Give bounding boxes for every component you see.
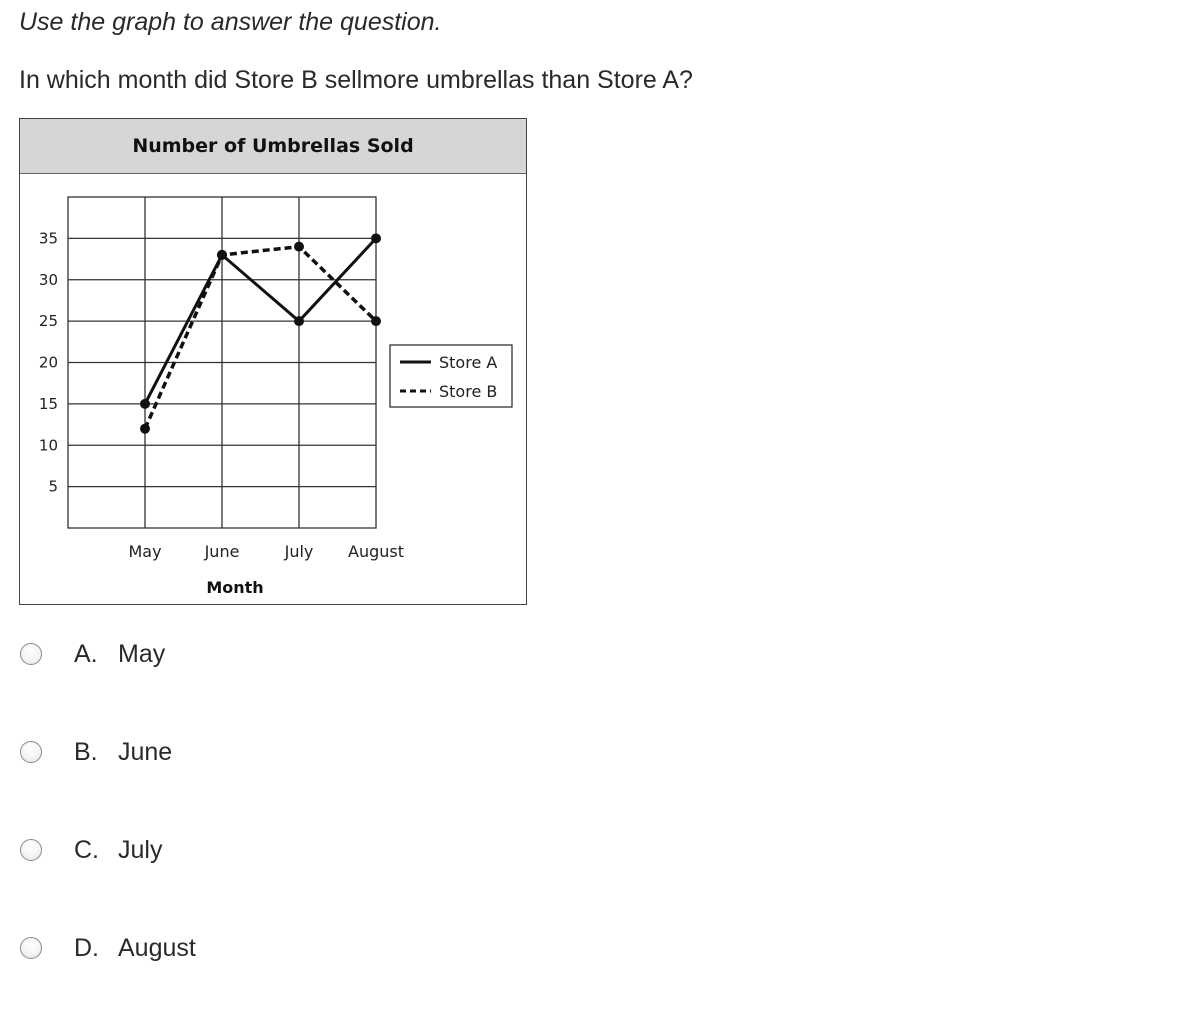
choice-c-letter: C. (74, 835, 99, 864)
y-tick-label: 30 (38, 270, 58, 289)
y-tick-label: 15 (38, 394, 58, 413)
radio-d[interactable] (20, 937, 42, 959)
x-axis-label: Month (206, 578, 264, 597)
line-chart (20, 119, 526, 604)
data-point-store-a (371, 233, 381, 243)
radio-b[interactable] (20, 741, 42, 763)
choice-a[interactable] (20, 637, 165, 671)
choice-d-letter: D. (74, 933, 99, 962)
data-point-store-b (217, 250, 227, 260)
question-text: In which month did Store B sellmore umbrellas than Store A? (19, 66, 693, 94)
data-point-store-b (294, 242, 304, 252)
chart-title: Number of Umbrellas Sold (132, 135, 414, 157)
y-tick-label: 35 (38, 229, 58, 248)
y-tick-label: 25 (38, 312, 58, 331)
legend-label: Store B (439, 382, 498, 401)
x-tick-label: June (204, 542, 240, 561)
choice-c[interactable] (20, 833, 162, 867)
radio-a[interactable] (20, 643, 42, 665)
choice-c-text: July (118, 835, 163, 864)
x-tick-label: July (284, 542, 314, 561)
legend-label: Store A (439, 353, 498, 372)
x-tick-label: May (128, 542, 162, 561)
data-point-store-b (371, 316, 381, 326)
choice-d-text: August (118, 933, 196, 962)
y-tick-label: 20 (38, 353, 58, 372)
choice-b[interactable] (20, 735, 172, 769)
choice-b-letter: B. (74, 737, 98, 766)
radio-c[interactable] (20, 839, 42, 861)
data-point-store-a (294, 316, 304, 326)
instruction-text: Use the graph to answer the question. (19, 8, 442, 36)
x-tick-label: August (348, 542, 404, 561)
choice-b-text: June (118, 737, 173, 766)
chart-figure (19, 118, 527, 605)
y-tick-label: 5 (48, 477, 58, 496)
data-point-store-b (140, 424, 150, 434)
y-tick-label: 10 (38, 436, 58, 455)
data-point-store-a (140, 399, 150, 409)
choice-a-letter: A. (74, 639, 98, 668)
choice-d[interactable] (20, 931, 196, 965)
choice-a-text: May (118, 639, 166, 668)
